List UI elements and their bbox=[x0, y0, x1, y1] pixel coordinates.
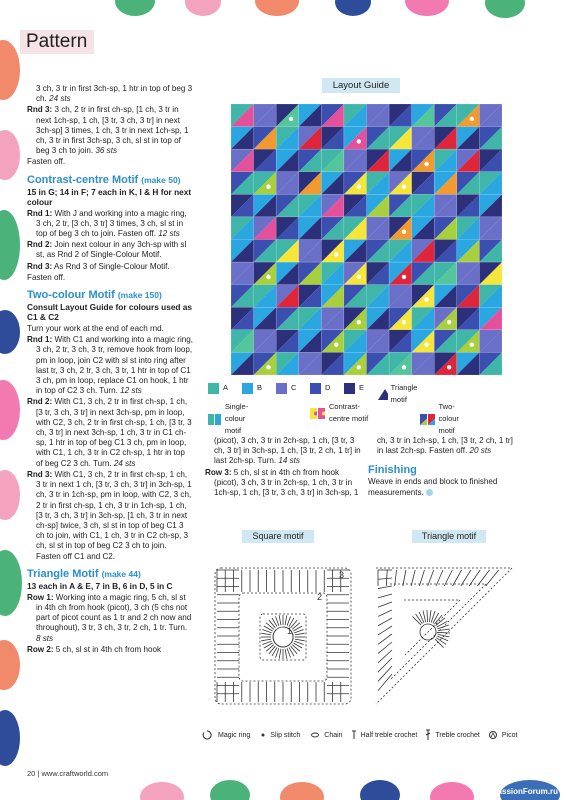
two-colour-swatch bbox=[420, 414, 427, 425]
stitch-mark bbox=[295, 633, 305, 635]
middle-column bbox=[205, 436, 363, 499]
quilt-eye-dot bbox=[402, 320, 406, 324]
stitch-mark bbox=[419, 612, 424, 623]
stitch-mark bbox=[436, 618, 445, 626]
quilt-eye-dot bbox=[357, 275, 361, 279]
stitch-mark bbox=[428, 570, 434, 586]
contrast-motif-heading: Contrast-centre Motif (make 50) bbox=[27, 173, 181, 186]
paragraph: Turn your work at the end of each rnd. bbox=[27, 324, 164, 334]
fasten-off: Fasten off. bbox=[27, 272, 66, 282]
stitch-mark bbox=[378, 602, 392, 607]
triangle-motif-colours: 13 each in A & E, 7 in B, 6 in D, 5 in C bbox=[27, 580, 173, 591]
key-magic-ring: Magic ring bbox=[218, 731, 251, 739]
row-paragraph: Row 2: 5 ch, sl st in 4th ch from hook bbox=[27, 644, 162, 654]
rnd-paragraph: Rnd 1: With C1 and working into a magic ring, 3 ch, 2 tr, 3 ch, 3 tr, remove hook from loop, pm in loop, join C2 with sl st into ring after last tr, 3 ch, 2 tr, 3 ch, 3 tr, 1 htr in top of C1 3 ch, pm in loop, replace C1 on hook, 1 htr in top of C2 3 ch. Turn. 12 sts bbox=[27, 335, 193, 396]
finishing-paragraph: Weave in ends and block to finished measurements. bbox=[368, 477, 498, 497]
picot-icon bbox=[488, 730, 498, 740]
round-3-label: 3 bbox=[339, 570, 345, 580]
quilt-eye-dot bbox=[424, 162, 428, 166]
stitch-mark bbox=[419, 570, 424, 586]
round-1-label: 1 bbox=[287, 626, 293, 636]
stitch-mark bbox=[434, 615, 442, 624]
quilt-eye-dot bbox=[424, 297, 428, 301]
contrast-swatch bbox=[310, 408, 317, 419]
round-2-label: 2 bbox=[317, 592, 323, 602]
two-colour-swatch bbox=[428, 414, 435, 425]
layout-guide-title: Layout Guide bbox=[322, 78, 400, 93]
quilt-eye-dot bbox=[424, 343, 428, 347]
stitch-mark bbox=[386, 570, 387, 586]
quilt-eye-dot bbox=[334, 343, 338, 347]
quilt-eye-dot bbox=[447, 320, 451, 324]
layout-guide-grid bbox=[231, 104, 502, 375]
stitch-mark bbox=[423, 611, 426, 623]
floral-border-top bbox=[95, 0, 566, 24]
quilt-eye-dot bbox=[334, 252, 338, 256]
legend-triangle: Triangle motif bbox=[378, 382, 422, 406]
legend-c: C bbox=[276, 382, 296, 394]
quilt-eye-dot bbox=[357, 184, 361, 188]
left-column bbox=[27, 84, 193, 656]
right-column bbox=[368, 436, 520, 499]
watermark: PassionForum.ru bbox=[492, 787, 558, 796]
legend-single: Single-colour motif bbox=[208, 401, 258, 437]
stitch-mark bbox=[378, 578, 392, 579]
quilt-eye-dot bbox=[447, 365, 451, 369]
quilt-eye-dot bbox=[402, 275, 406, 279]
quilt-eye-dot bbox=[402, 184, 406, 188]
key-slip-stitch: Slip stitch bbox=[270, 731, 301, 739]
quilt-eye-dot bbox=[402, 365, 406, 369]
triangle-motif-title: Triangle motif bbox=[412, 530, 486, 543]
quilt-eye-dot bbox=[266, 184, 270, 188]
swatch-b bbox=[242, 383, 253, 394]
stitch-mark bbox=[436, 570, 443, 586]
swatch-d bbox=[310, 383, 321, 394]
fasten-off: Fasten off. bbox=[27, 157, 66, 167]
footer-site[interactable]: www.craftworld.com bbox=[41, 769, 109, 778]
legend-two-colour: Two-colour motif bbox=[420, 401, 469, 437]
stitch-mark bbox=[378, 674, 392, 691]
stitch-mark bbox=[378, 618, 392, 626]
half-treble-icon bbox=[351, 730, 357, 740]
quilt-eye-dot bbox=[266, 275, 270, 279]
quilt-eye-dot bbox=[357, 320, 361, 324]
stitch-mark bbox=[437, 636, 448, 641]
rnd-paragraph: Rnd 2: Join next colour in any 3ch-sp with sl st, as Rnd 2 of Single-Colour Motif. bbox=[27, 240, 187, 260]
page-footer: 20 | www.craftworld.com bbox=[27, 769, 109, 778]
quilt-eye-dot bbox=[357, 365, 361, 369]
stitch-mark bbox=[412, 616, 420, 624]
stitch-mark bbox=[444, 570, 452, 586]
quilt-eye-dot bbox=[357, 139, 361, 143]
floral-border-left bbox=[0, 20, 26, 780]
square-motif-title: Square motif bbox=[242, 530, 314, 543]
rnd-paragraph: Rnd 2: With C1, 3 ch, 2 tr in first ch-sp, 1 ch, [3 tr, 3 ch, 3 tr] in next 3ch-sp, pm in loop, with C2, 3 ch, 2 tr in first ch-sp, 1 ch, [3 tr, 3 ch, 3 tr] in next 3ch-sp, 1 ch, 3 tr in C1 ch-sp, 1 htr in top of beg C1 3 ch, pm in loop, with C1, 1 ch, 3 tr in C2 ch-sp, 1 htr in top of beg C2 3 ch. Turn. 24 sts bbox=[27, 397, 192, 468]
triangle-motif-chart bbox=[366, 550, 522, 715]
stitch-mark bbox=[378, 586, 392, 589]
stitch-mark bbox=[279, 649, 281, 659]
legend-d: D bbox=[310, 382, 330, 394]
quilt-eye-dot bbox=[266, 365, 270, 369]
key-htr: Half treble crochet bbox=[360, 731, 418, 739]
contrast-motif-colours: 15 in G; 14 in F; 7 each in K, I & H for next colour bbox=[27, 186, 192, 207]
legend-e: E bbox=[344, 382, 364, 394]
stitch-mark bbox=[429, 610, 431, 622]
magic-ring-icon bbox=[200, 730, 214, 740]
row-paragraph: Row 1: Working into a magic ring, 5 ch, sl st in 4th ch from hook (picot), 3 ch (5 chs not part of picot count as 1 tr and 2 ch now and throughout), 3 tr, 3 ch, 3 tr, 2 ch, 1 tr. Turn. 8 sts bbox=[27, 592, 192, 643]
stitch-mark bbox=[403, 570, 406, 586]
two-colour-motif-heading: Two-colour Motif (make 150) bbox=[27, 289, 162, 302]
stitch-mark bbox=[378, 626, 392, 635]
stitch-mark bbox=[279, 615, 281, 625]
slip-stitch-icon bbox=[260, 730, 266, 740]
stitch-mark bbox=[378, 634, 392, 644]
stitch-mark bbox=[378, 610, 392, 616]
stitch-mark bbox=[261, 639, 271, 641]
quilt-eye-dot bbox=[470, 117, 474, 121]
stitch-mark bbox=[416, 614, 423, 624]
legend-a: A bbox=[208, 382, 228, 394]
stitch-mark bbox=[469, 570, 480, 586]
legend-contrast: Contrast-centre motif bbox=[310, 401, 370, 425]
swatch-a bbox=[208, 383, 219, 394]
page-number: 20 bbox=[27, 769, 36, 778]
quilt-eye-dot bbox=[470, 343, 474, 347]
triangle-icon bbox=[378, 389, 388, 400]
stitch-mark bbox=[453, 570, 462, 586]
stitch-mark bbox=[427, 610, 428, 622]
stitch-mark bbox=[378, 666, 392, 681]
chain-icon bbox=[310, 730, 320, 740]
key-chain: Chain bbox=[324, 731, 343, 739]
finishing-heading: Finishing bbox=[368, 464, 417, 477]
contrast-swatch bbox=[318, 408, 325, 419]
chart-key bbox=[200, 729, 530, 741]
paragraph: (picot), 3 ch, 3 tr in 2ch-sp, 1 ch, [3 tr, 3 ch, 3 tr] in 3ch-sp, 1 ch, [3 tr, 2 ch, 1 tr] in last 2ch-sp. Turn. 14 sts bbox=[214, 436, 361, 466]
stitch-mark bbox=[378, 594, 392, 598]
row-paragraph: Row 3: 5 ch, sl st in 4th ch from hook (picot), 3 ch, 3 tr in 2ch-sp, 1 ch, 3 tr in 1ch-sp, 1 ch, [3 tr, 3 ch, 3 tr] in 3ch-sp, 1 bbox=[205, 467, 359, 498]
stitch-mark bbox=[378, 658, 392, 672]
rnd-paragraph: Rnd 1: With J and working into a magic ring, 3 ch, 2 tr, [3 ch, 3 tr] 3 times, 3 ch, sl st in top of beg 3 ch to join. Fasten off. 12 sts bbox=[27, 208, 187, 239]
quilt-eye-dot bbox=[402, 230, 406, 234]
key-picot: Picot bbox=[501, 731, 518, 739]
stitch-mark bbox=[285, 615, 287, 625]
stitch-mark bbox=[261, 633, 271, 635]
square-motif-chart bbox=[203, 550, 358, 715]
paragraph: 3 ch, 3 tr in first 3ch-sp, 1 htr in top of beg 3 ch. 24 sts bbox=[36, 84, 193, 104]
rnd-paragraph: Rnd 3: As Rnd 3 of Single-Colour Motif. bbox=[27, 261, 170, 271]
legend-b: B bbox=[242, 382, 262, 394]
paragraph: ch, 3 tr in 1ch-sp, 1 ch, [3 tr, 2 ch, 1 tr] in last 2ch-sp. Fasten off. 20 sts bbox=[377, 436, 513, 456]
stitch-mark bbox=[435, 639, 443, 647]
two-colour-motif-colours: Consult Layout Guide for colours used as C1 & C2 bbox=[27, 302, 193, 323]
stitch-mark bbox=[395, 570, 397, 586]
section-label: Pattern bbox=[20, 30, 94, 54]
quilt-eye-dot bbox=[289, 117, 293, 121]
stitch-mark bbox=[411, 570, 415, 586]
triangle-motif-heading: Triangle Motif (make 44) bbox=[27, 567, 141, 580]
key-tr: Treble crochet bbox=[435, 731, 480, 739]
stitch-mark bbox=[295, 639, 305, 641]
rnd-paragraph: Rnd 3: 3 ch, 2 tr in first ch-sp, [1 ch, 3 tr in next 1ch-sp, 1 ch, [3 tr, 3 ch, 3 tr] in next 3ch-sp] 3 times, 1 ch, 3 tr in next 1ch-sp, 1 ch, 3 tr in first 3ch-sp, 3 ch, sl st in top of beg 3 ch to join. 36 sts bbox=[27, 105, 189, 156]
rnd-paragraph: Rnd 3: With C1, 3 ch, 2 tr in first ch-sp, 1 ch, 3 tr in next 1 ch, [3 tr, 3 ch, 3 tr] in 3ch-sp, 1 ch, 3 tr in 1ch-sp, pm in loop, with C2, 3 ch, 2 tr in first ch-sp, 1 ch, 3 tr in 1ch-sp, 1 ch, [3 tr, 3 ch, 3 tr] in 3ch-sp, [1 ch, 3 tr in next ch-sp] twice, 3 ch, sl st in top of beg C1 3 ch to join, with C1, 1 ch, 3 tr in C2 ch-sp, 3 ch, sl st in top of beg C2 3 ch to join. Fasten off C1 and C2. bbox=[27, 469, 192, 561]
swatch-e bbox=[344, 383, 355, 394]
end-dot-icon bbox=[426, 489, 433, 496]
stitch-mark bbox=[438, 632, 450, 633]
swatch-c bbox=[276, 383, 287, 394]
treble-crochet-icon bbox=[425, 729, 431, 741]
stitch-mark bbox=[461, 570, 471, 586]
stitch-mark bbox=[285, 649, 287, 659]
